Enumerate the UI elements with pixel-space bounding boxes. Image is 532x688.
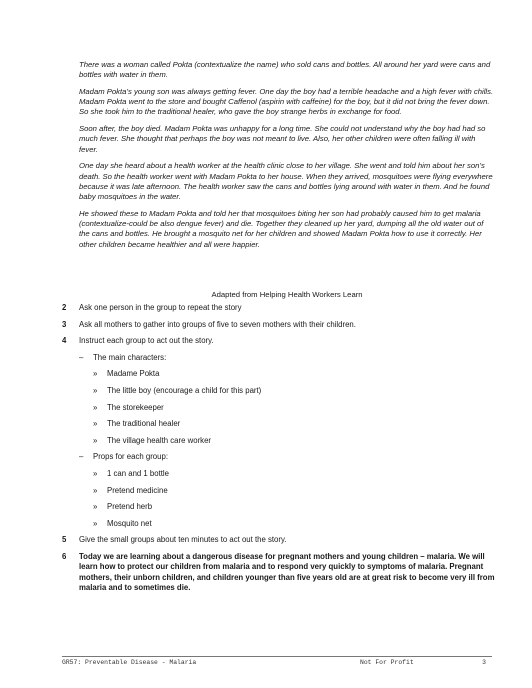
story-paragraph: Soon after, the boy died. Madam Pokta was unhappy for a long time. She could not understand why the boy had had so much fever. She thought that perhaps the boy was not meant to live. Also, her other children were often falling ill with fever. [79, 124, 486, 154]
dash-bullet: – [79, 452, 84, 462]
prop-name: Pretend herb [107, 502, 153, 512]
step-text: Give the small groups about ten minutes to act out the story. [79, 535, 287, 545]
page-number: 3 [482, 659, 486, 666]
character-name: Madame Pokta [107, 369, 160, 379]
list-item [93, 369, 502, 379]
props-heading [79, 452, 502, 462]
character-name: The storekeeper [107, 402, 164, 412]
raquo-bullet: » [93, 435, 98, 445]
step-text: Ask all mothers to gather into groups of five to seven mothers with their children. [79, 319, 356, 329]
list-item [93, 403, 502, 413]
props-list [79, 452, 502, 529]
raquo-bullet: » [93, 468, 98, 478]
step-4 [62, 336, 502, 529]
characters-list [79, 353, 502, 446]
step-text: Instruct each group to act out the story. [79, 336, 214, 346]
list-item [93, 469, 502, 479]
step-number: 6 [62, 551, 67, 561]
characters-label: The main characters: [93, 352, 167, 362]
story-text [79, 60, 495, 256]
raquo-bullet: » [93, 385, 98, 395]
character-name: The village health care worker [107, 435, 212, 445]
step-body [79, 336, 502, 529]
raquo-bullet: » [93, 485, 98, 495]
step-number: 5 [62, 535, 67, 545]
story-paragraph: He showed these to Madam Pokta and told her that mosquitoes biting her son had probably caused him to get malaria (contextualize-could be also dengue fever) and die. Together they cleaned up her yard, dumping all the old water out of the cans and bottles. He brought a mosquito net for her children and showed Madam Pokta how to use it correctly. Her other children became healthier and all were happier. [79, 208, 484, 249]
characters-heading [79, 353, 502, 363]
footer-title: GR57: Preventable Disease - Malaria [62, 659, 197, 666]
step-number: 4 [62, 336, 67, 346]
step-number: 2 [62, 303, 67, 312]
step-text: Ask one person in the group to repeat the story [79, 303, 242, 312]
step-5 [62, 535, 502, 545]
list-item [93, 519, 502, 529]
step-text: Today we are learning about a dangerous disease for pregnant mothers and young children – malaria. We will learn how to protect our children from malaria and to respond very quickly to symptoms of malaria. Pregnant mothers, their unborn children, and children younger than five years old are at great risk to become very ill from malaria and to sometimes die. [79, 551, 495, 592]
list-item [93, 419, 502, 429]
step-2 [62, 303, 502, 313]
props-label: Props for each group: [93, 452, 168, 462]
character-name: The traditional healer [107, 419, 181, 429]
raquo-bullet: » [93, 402, 98, 412]
instruction-steps [62, 303, 502, 599]
list-item [93, 436, 502, 446]
step-3 [62, 320, 502, 330]
step-number: 3 [62, 319, 67, 329]
list-item [93, 386, 502, 396]
page-footer [62, 656, 492, 669]
raquo-bullet: » [93, 502, 98, 512]
list-item [93, 502, 502, 512]
raquo-bullet: » [93, 419, 98, 429]
step-6 [62, 552, 502, 593]
character-name: The little boy (encourage a child for this part) [107, 385, 262, 395]
list-item [93, 486, 502, 496]
dash-bullet: – [79, 352, 84, 362]
story-source: Adapted from Helping Health Workers Learn [211, 290, 363, 299]
story-paragraph: One day she heard about a health worker at the health clinic close to her village. She went and told him about her son’s death. So the health worker went with Madam Pokta to her house. When they arrived, mosquitoes were flying everywhere because it was late afternoon. The health worker saw the cans and bottles lying around with water in them. And he found baby mosquitoes in the water. [79, 161, 493, 202]
raquo-bullet: » [93, 518, 98, 528]
raquo-bullet: » [93, 369, 98, 379]
prop-name: Mosquito net [107, 518, 152, 528]
footer-notice: Not For Profit [360, 659, 414, 666]
story-paragraph: Madam Pokta’s young son was always getting fever. One day the boy had a terrible headache and a high fever with chills. Madam Pokta went to the store and bought Caffenol (aspirin with caffeine) for the boy, but it did not bring the fever down. So she took him to the traditional healer, who gave the boy strange herbs in exchange for food. [79, 86, 494, 117]
prop-name: Pretend medicine [107, 485, 168, 495]
story-paragraph: There was a woman called Pokta (contextualize the name) who sold cans and bottles. All around her yard were cans and bottles with water in them. [79, 60, 491, 80]
prop-name: 1 can and 1 bottle [107, 468, 169, 478]
